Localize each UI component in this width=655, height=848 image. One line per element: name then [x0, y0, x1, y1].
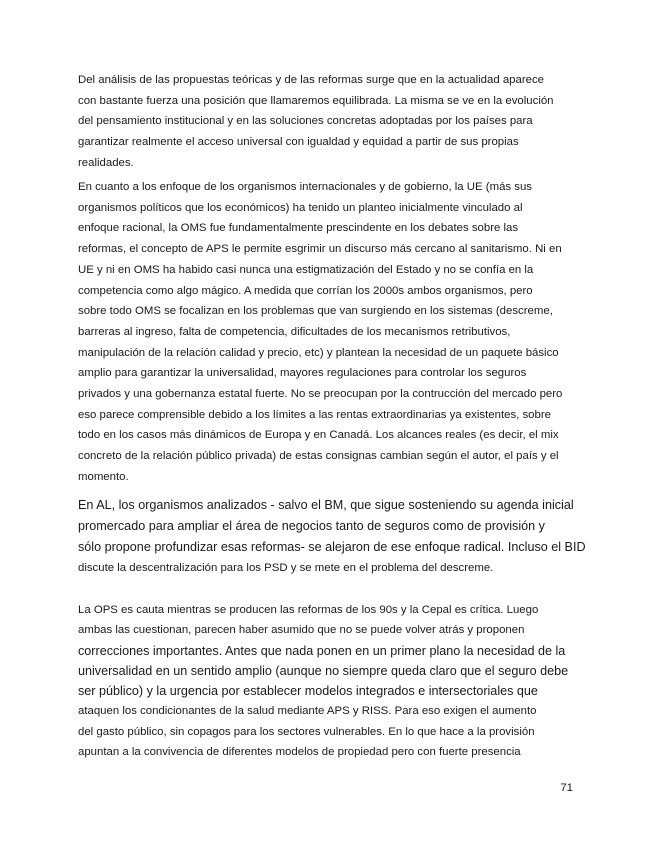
text-line: universalidad en un sentido amplio (aunque no siempre queda claro que el seguro debe [78, 663, 569, 678]
text-line: momento. [78, 470, 129, 483]
text-line: ataquen los condicionantes de la salud mediante APS y RISS. Para eso exigen el aumento [78, 705, 537, 718]
text-line: apuntan a la convivencia de diferentes modelos de propiedad pero con fuerte presencia [78, 746, 521, 759]
text-line: del gasto público, sin copagos para los sectores vulnerables. En lo que hace a la provisión [78, 725, 535, 738]
text-line: La OPS es cauta mientras se producen las reformas de los 90s y la Cepal es crítica. Luego [78, 604, 539, 616]
text-line: correcciones importantes. Antes que nada ponen en un primer plano la necesidad de la [78, 643, 566, 658]
text-line: sólo propone profundizar esas reformas- se alejaron de ese enfoque radical. Incluso el BID [78, 539, 586, 554]
text-line: ambas las cuestionan, parecen haber asumido que no se puede volver atrás y proponen [78, 624, 525, 637]
text-line: discute la descentralización para los PSD y se mete en el problema del descreme. [78, 561, 494, 574]
paragraph-3 [78, 495, 586, 579]
paragraph-1 [78, 70, 578, 174]
paragraph-2 [78, 177, 578, 488]
text-line: Del análisis de las propuestas teóricas y de las reformas surge que en la actualidad aparece [78, 74, 545, 86]
text-line: con bastante fuerza una posición que llamaremos equilibrada. La misma se ve en la evolución [78, 94, 554, 107]
text-line: garantizar realmente el acceso universal con igualdad y equidad a partir de sus propias [78, 136, 519, 149]
text-line: todo en los casos más dinámicos de Europa y en Canadá. Los alcances reales (es decir, el mix [78, 429, 559, 442]
text-line: eso parece comprensible debido a los límites a las rentas extraordinarias ya existentes, sobre [78, 408, 551, 421]
text-line: realidades. [78, 156, 134, 169]
text-line: En AL, los organismos analizados - salvo el BM, que sigue sosteniendo su agenda inicial [78, 498, 574, 512]
text-line: En cuanto a los enfoque de los organismos internacionales y de gobierno, la UE (más sus [78, 181, 532, 193]
text-line: manipulación de la relación calidad y precio, etc) y plantean la necesidad de un paquete básico [78, 346, 559, 359]
text-line: sobre todo OMS se focalizan en los problemas que van surgiendo en los sistemas (descreme, [78, 305, 553, 318]
text-line: UE y ni en OMS ha habido casi nunca una estigmatización del Estado y no se confía en la [78, 263, 534, 276]
paragraph-4 [78, 600, 578, 762]
text-line: barreras al ingreso, falta de competencia, dificultades de los mecanismos retributivos, [78, 325, 511, 338]
text-line: concreto de la relación público privada) de estas consignas cambian según el autor, el país y el [78, 450, 559, 463]
text-line: reformas, el concepto de APS le permite esgrimir un discurso más cercano al sanitarismo. Ni en [78, 243, 562, 256]
text-line: promercado para ampliar el área de negocios tanto de seguros como de provisión y [78, 518, 545, 533]
text-line: amplio para garantizar la universalidad, mayores regulaciones para controlar los seguros [78, 367, 527, 380]
text-line: del pensamiento institucional y en las soluciones concretas adoptadas por los países para [78, 115, 533, 128]
text-line: competencia como algo mágico. A medida que corrían los 2000s ambos organismos, pero [78, 284, 533, 297]
text-line: privados y una gobernanza estatal fuerte. No se preocupan por la contrucción del mercado pero [78, 388, 563, 401]
text-line: organismos políticos que los económicos) ha tenido un planteo inicialmente vinculado al [78, 201, 523, 214]
page-number: 71 [560, 782, 573, 794]
text-line: enfoque racional, la OMS fue fundamentalmente prescindente en los debates sobre las [78, 222, 519, 235]
text-line: ser público) y la urgencia por establecer modelos integrados e intersectoriales que [78, 684, 538, 699]
